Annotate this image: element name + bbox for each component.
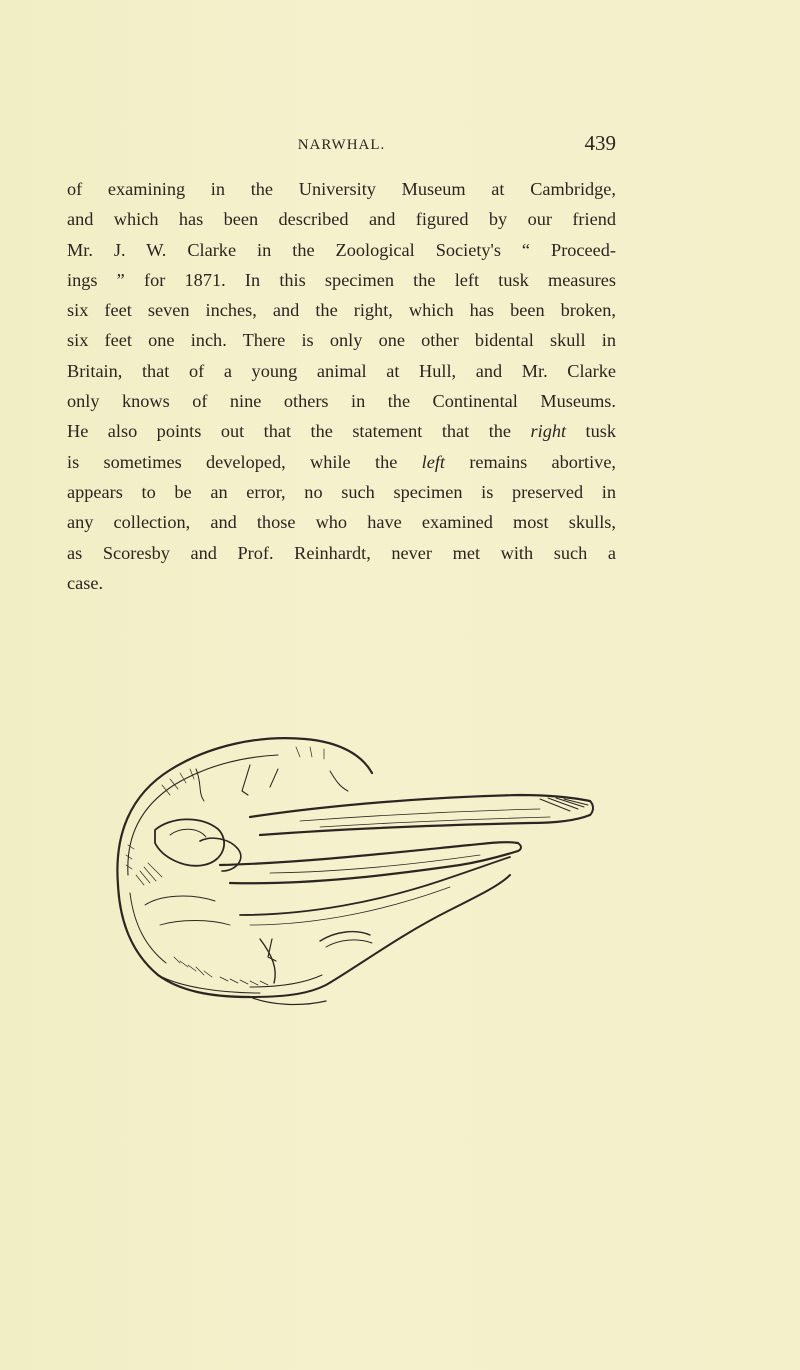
text-segment: He also points out that the statement that the — [67, 421, 531, 442]
text-segment: is sometimes developed, while the — [67, 451, 422, 472]
text-line-with-italic — [67, 416, 616, 446]
body-paragraph — [67, 174, 616, 598]
text-segment: tusk — [566, 421, 617, 442]
text-line: only knows of nine others in the Continental Museums. — [67, 391, 616, 412]
text-line: case. — [67, 572, 104, 593]
text-line: of examining in the University Museum at Cambridge, — [67, 179, 616, 199]
text-line: any collection, and those who have examined most skulls, — [67, 512, 616, 533]
text-line: Britain, that of a young animal at Hull, and Mr. Clarke — [67, 360, 616, 381]
text-line: Mr. J. W. Clarke in the Zoological Society's “ Proceed- — [67, 239, 616, 260]
narwhal-skull-illustration — [100, 725, 600, 1015]
running-title: NARWHAL. — [297, 137, 386, 153]
text-line: six feet seven inches, and the right, which has been broken, — [67, 300, 616, 321]
italic-word-left: left — [421, 451, 446, 472]
text-line: ings ” for 1871. In this specimen the left tusk measures — [67, 269, 616, 290]
running-head — [67, 131, 616, 161]
text-line: appears to be an error, no such specimen is preserved in — [67, 481, 616, 502]
italic-word-right: right — [530, 421, 567, 442]
text-line: as Scoresby and Prof. Reinhardt, never met with such a — [67, 542, 616, 563]
page-number: 439 — [584, 131, 616, 155]
text-line: and which has been described and figured by our friend — [67, 209, 616, 230]
text-line-with-italic — [67, 447, 616, 477]
text-line: six feet one inch. There is only one other bidental skull in — [67, 330, 616, 351]
text-segment: remains abortive, — [445, 451, 616, 472]
